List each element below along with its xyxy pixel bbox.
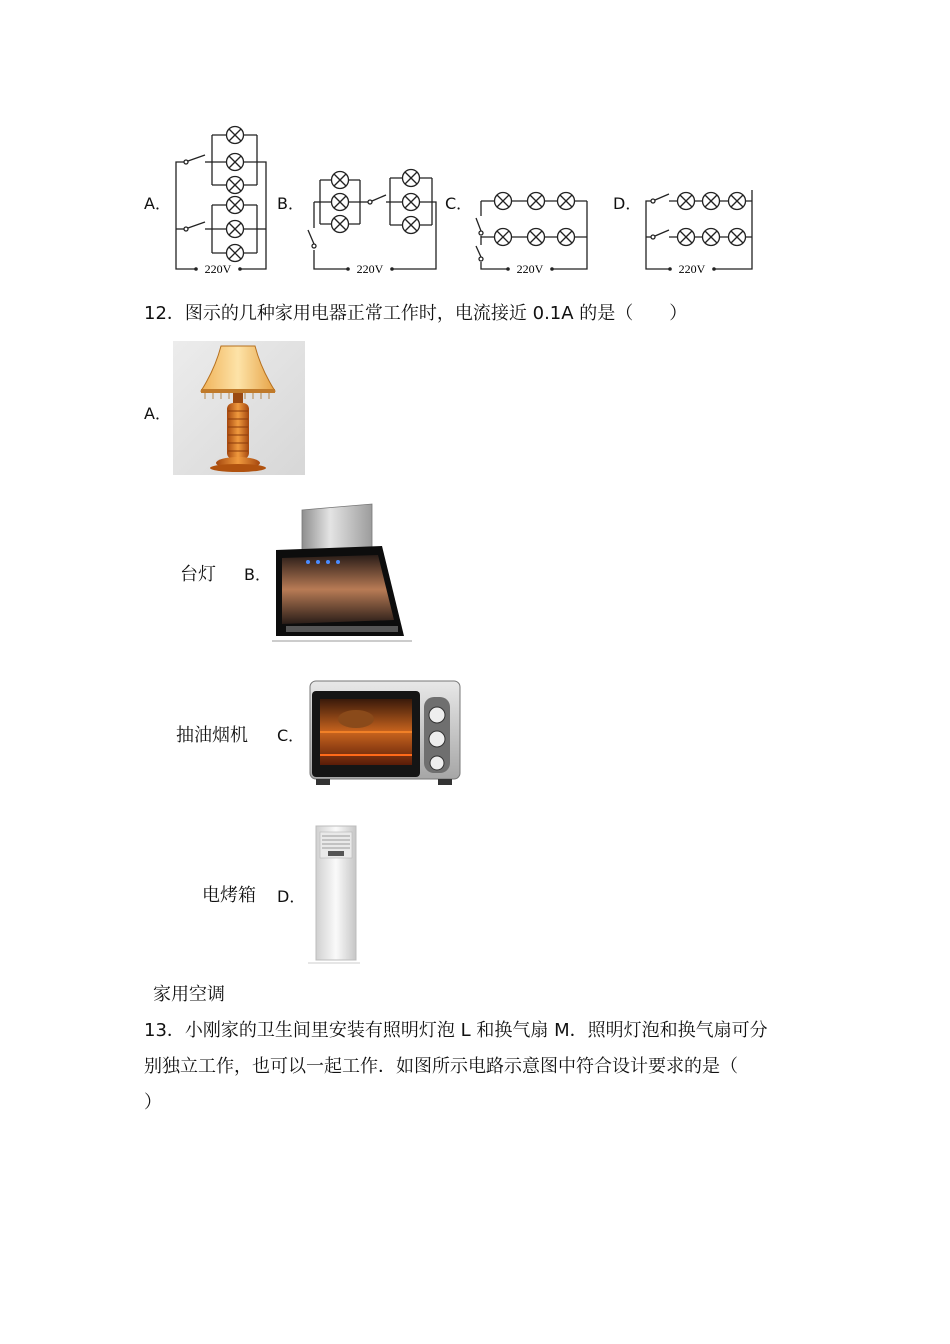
electric-oven-image [306,677,462,787]
q11-circuit-diagrams [0,0,950,300]
circuit-b-voltage: 220V [356,262,384,276]
q11-option-d-label: D． [613,194,642,213]
q12-caption-b: 抽油烟机 [176,725,248,746]
circuit-c-voltage: 220V [516,262,544,276]
q12-option-d-label: D． [277,887,306,906]
table-lamp-image [173,341,305,475]
q13-stem-line2: 别独立工作，也可以一起工作．如图所示电路示意图中符合设计要求的是（ [144,1056,738,1077]
q12-stem: 12．图示的几种家用电器正常工作时，电流接近 0.1A 的是（ ） [144,303,688,324]
q11-option-a-label: A． [144,194,171,213]
q12-option-b-label: B． [244,565,271,584]
q13-stem-line3: ） [144,1092,162,1113]
circuit-a [176,135,266,269]
q11-option-b-label: B． [277,194,304,213]
air-conditioner-image [308,824,360,964]
q12-caption-c: 电烤箱 [202,885,256,906]
q12-caption-a: 台灯 [180,564,216,585]
q12-option-a-label: A． [144,404,171,423]
q11-option-c-label: C． [445,194,473,213]
range-hood-image [272,502,412,642]
q12-option-c-label: C． [277,726,305,745]
circuit-d-voltage: 220V [678,262,706,276]
q13-stem-line1: 13．小刚家的卫生间里安装有照明灯泡 L 和换气扇 M．照明灯泡和换气扇可分 [144,1020,768,1041]
circuit-a-voltage: 220V [204,262,232,276]
q12-caption-d: 家用空调 [153,984,225,1005]
